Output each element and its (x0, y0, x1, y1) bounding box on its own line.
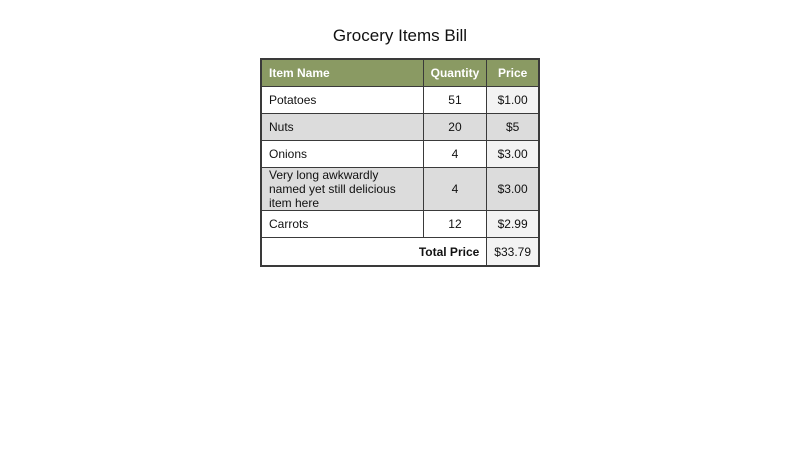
table-row (261, 114, 539, 141)
page-title: Grocery Items Bill (332, 26, 468, 45)
item-name-cell: Carrots (261, 211, 423, 238)
table-header-row (261, 59, 539, 87)
quantity-cell: 4 (423, 168, 487, 211)
price-cell: $2.99 (487, 211, 539, 238)
header-quantity: Quantity (423, 59, 487, 87)
table-row (261, 87, 539, 114)
item-name-cell: Very long awkwardly named yet still delicious item here (261, 168, 423, 211)
price-cell: $1.00 (487, 87, 539, 114)
grocery-bill-table (260, 58, 540, 267)
item-name-cell: Nuts (261, 114, 423, 141)
header-item-name: Item Name (261, 59, 423, 87)
price-cell: $5 (487, 114, 539, 141)
total-value: $33.79 (487, 238, 539, 267)
item-name-cell: Onions (261, 141, 423, 168)
quantity-cell: 51 (423, 87, 487, 114)
item-name-cell: Potatoes (261, 87, 423, 114)
quantity-cell: 4 (423, 141, 487, 168)
table-row (261, 141, 539, 168)
quantity-cell: 12 (423, 211, 487, 238)
quantity-cell: 20 (423, 114, 487, 141)
total-row (261, 238, 539, 267)
table-row (261, 211, 539, 238)
price-cell: $3.00 (487, 168, 539, 211)
total-label: Total Price (261, 238, 487, 267)
table-row (261, 168, 539, 211)
price-cell: $3.00 (487, 141, 539, 168)
header-price: Price (487, 59, 539, 87)
